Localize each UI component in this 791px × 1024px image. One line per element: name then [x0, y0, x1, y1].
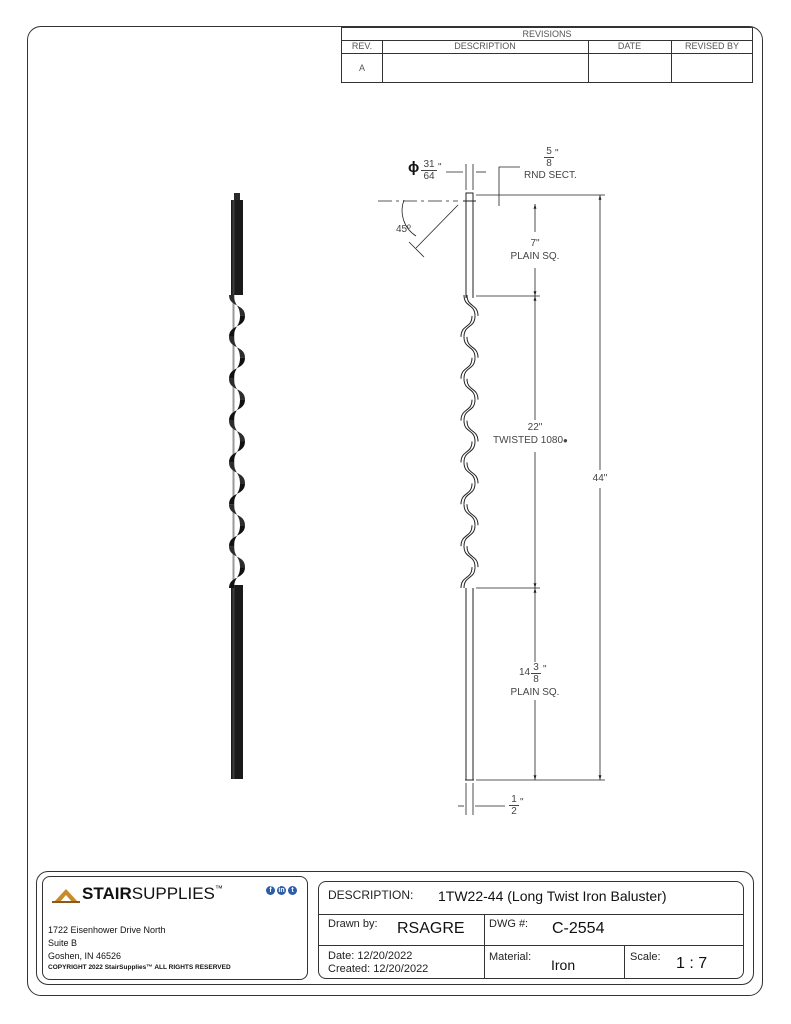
address-line-1: 1722 Eisenhower Drive North [48, 925, 166, 935]
twist-segment [229, 567, 245, 588]
twist-outline-segment [464, 442, 475, 463]
twist-outline-segment [467, 462, 478, 483]
company-logo: STAIRSUPPLIES™ [82, 884, 223, 903]
twist-outline-segment [467, 379, 478, 400]
twist-segment [229, 483, 245, 504]
dimension-lines [378, 159, 605, 815]
twist-segment [229, 379, 245, 400]
diameter-unit: " [438, 162, 442, 173]
twist-outline-segment [464, 567, 475, 588]
copyright-notice: COPYRIGHT 2022 StairSupplies™ ALL RIGHTS RESERVED [48, 964, 231, 971]
address-line-3: Goshen, IN 46526 [48, 951, 122, 961]
plain-top-length: 7" [530, 238, 540, 249]
twist-outline-segment [461, 567, 472, 588]
twist-outline-segment [464, 546, 475, 567]
width-denominator: 2 [511, 806, 517, 817]
twist-segment [229, 358, 245, 379]
stairsupplies-logo-icon [52, 886, 82, 904]
plain-bottom-whole: 14 [519, 667, 531, 678]
width-numerator: 1 [509, 794, 519, 806]
twist-outline-segment [464, 316, 475, 337]
twist-outline-segment [464, 462, 475, 483]
plain-bottom-label: PLAIN SQ. [510, 687, 560, 698]
twist-outline-segment [464, 358, 475, 379]
twist-segment [229, 442, 245, 463]
twitter-icon[interactable]: t [288, 886, 297, 895]
twisted-label: TWISTED 1080● [493, 435, 568, 446]
twist-outline-segment [461, 400, 472, 421]
twist-segment [229, 504, 245, 525]
twist-outline-segment [467, 421, 478, 442]
drawn-by-label: Drawn by: [328, 918, 378, 930]
twist-segment [229, 462, 245, 483]
diameter-numerator: 31 [421, 159, 437, 171]
baluster-outline-view [461, 193, 478, 780]
plain-bottom-unit: " [543, 664, 547, 675]
round-denominator: 8 [546, 158, 552, 169]
created-line: Created: 12/20/2022 [328, 963, 429, 975]
plain-bottom-denominator: 8 [533, 674, 539, 685]
twist-outline-segment [464, 295, 475, 316]
twist-segment [229, 337, 245, 358]
twist-outline-segment [464, 379, 475, 400]
material-label: Material: [489, 951, 532, 963]
round-unit: " [555, 148, 559, 159]
twist-outline-segment [464, 525, 475, 546]
twist-segment [229, 400, 245, 421]
twist-outline-segment [461, 358, 472, 379]
twist-segment [229, 421, 245, 442]
diameter-symbol: ϕ [408, 159, 420, 176]
twist-outline-segment [464, 400, 475, 421]
round-section-label: RND SECT. [524, 170, 577, 181]
twisted-length: 22" [527, 422, 543, 433]
twist-outline-segment [461, 525, 472, 546]
drawn-by-value: RSAGRE [397, 920, 465, 937]
facebook-icon[interactable]: f [266, 886, 275, 895]
material-value: Iron [551, 957, 576, 973]
twist-outline-segment [467, 337, 478, 358]
twist-segment [229, 546, 245, 567]
plain-bottom-numerator: 3 [531, 662, 541, 674]
twist-segment [229, 295, 245, 316]
twist-outline-segment [464, 483, 475, 504]
revision-row-rev: A [358, 63, 365, 73]
revisions-title: REVISIONS [522, 29, 572, 39]
dwg-number-value: C-2554 [552, 920, 605, 937]
chamfer-angle: 45º [396, 224, 411, 235]
overall-length: 44" [592, 473, 608, 484]
scale-label: Scale: [630, 951, 661, 963]
revised-by-header: REVISED BY [684, 41, 740, 51]
twist-outline-segment [464, 504, 475, 525]
description-value: 1TW22-44 (Long Twist Iron Baluster) [438, 888, 667, 904]
round-numerator: 5 [544, 146, 554, 158]
twist-outline-segment [464, 337, 475, 358]
dwg-number-label: DWG #: [489, 918, 529, 930]
diameter-denominator: 64 [423, 171, 435, 182]
twist-outline-segment [467, 295, 478, 316]
scale-value: 1 : 7 [676, 955, 708, 972]
twist-outline-segment [467, 504, 478, 525]
plain-top-label: PLAIN SQ. [510, 251, 560, 262]
twist-outline-segment [464, 421, 475, 442]
rev-header: REV. [351, 41, 373, 51]
twist-outline-segment [461, 483, 472, 504]
twist-outline-segment [461, 316, 472, 337]
address-line-2: Suite B [48, 938, 78, 948]
twist-segment [229, 316, 245, 337]
date-header: DATE [617, 41, 642, 51]
twist-segment [229, 525, 245, 546]
twist-outline-segment [467, 546, 478, 567]
date-line: Date: 12/20/2022 [328, 950, 413, 962]
description-label: DESCRIPTION: [328, 888, 414, 902]
twist-outline-segment [461, 442, 472, 463]
width-unit: " [520, 797, 524, 808]
baluster-solid-view [229, 193, 245, 779]
description-header: DESCRIPTION [454, 41, 516, 51]
linkedin-icon[interactable]: in [278, 887, 285, 894]
